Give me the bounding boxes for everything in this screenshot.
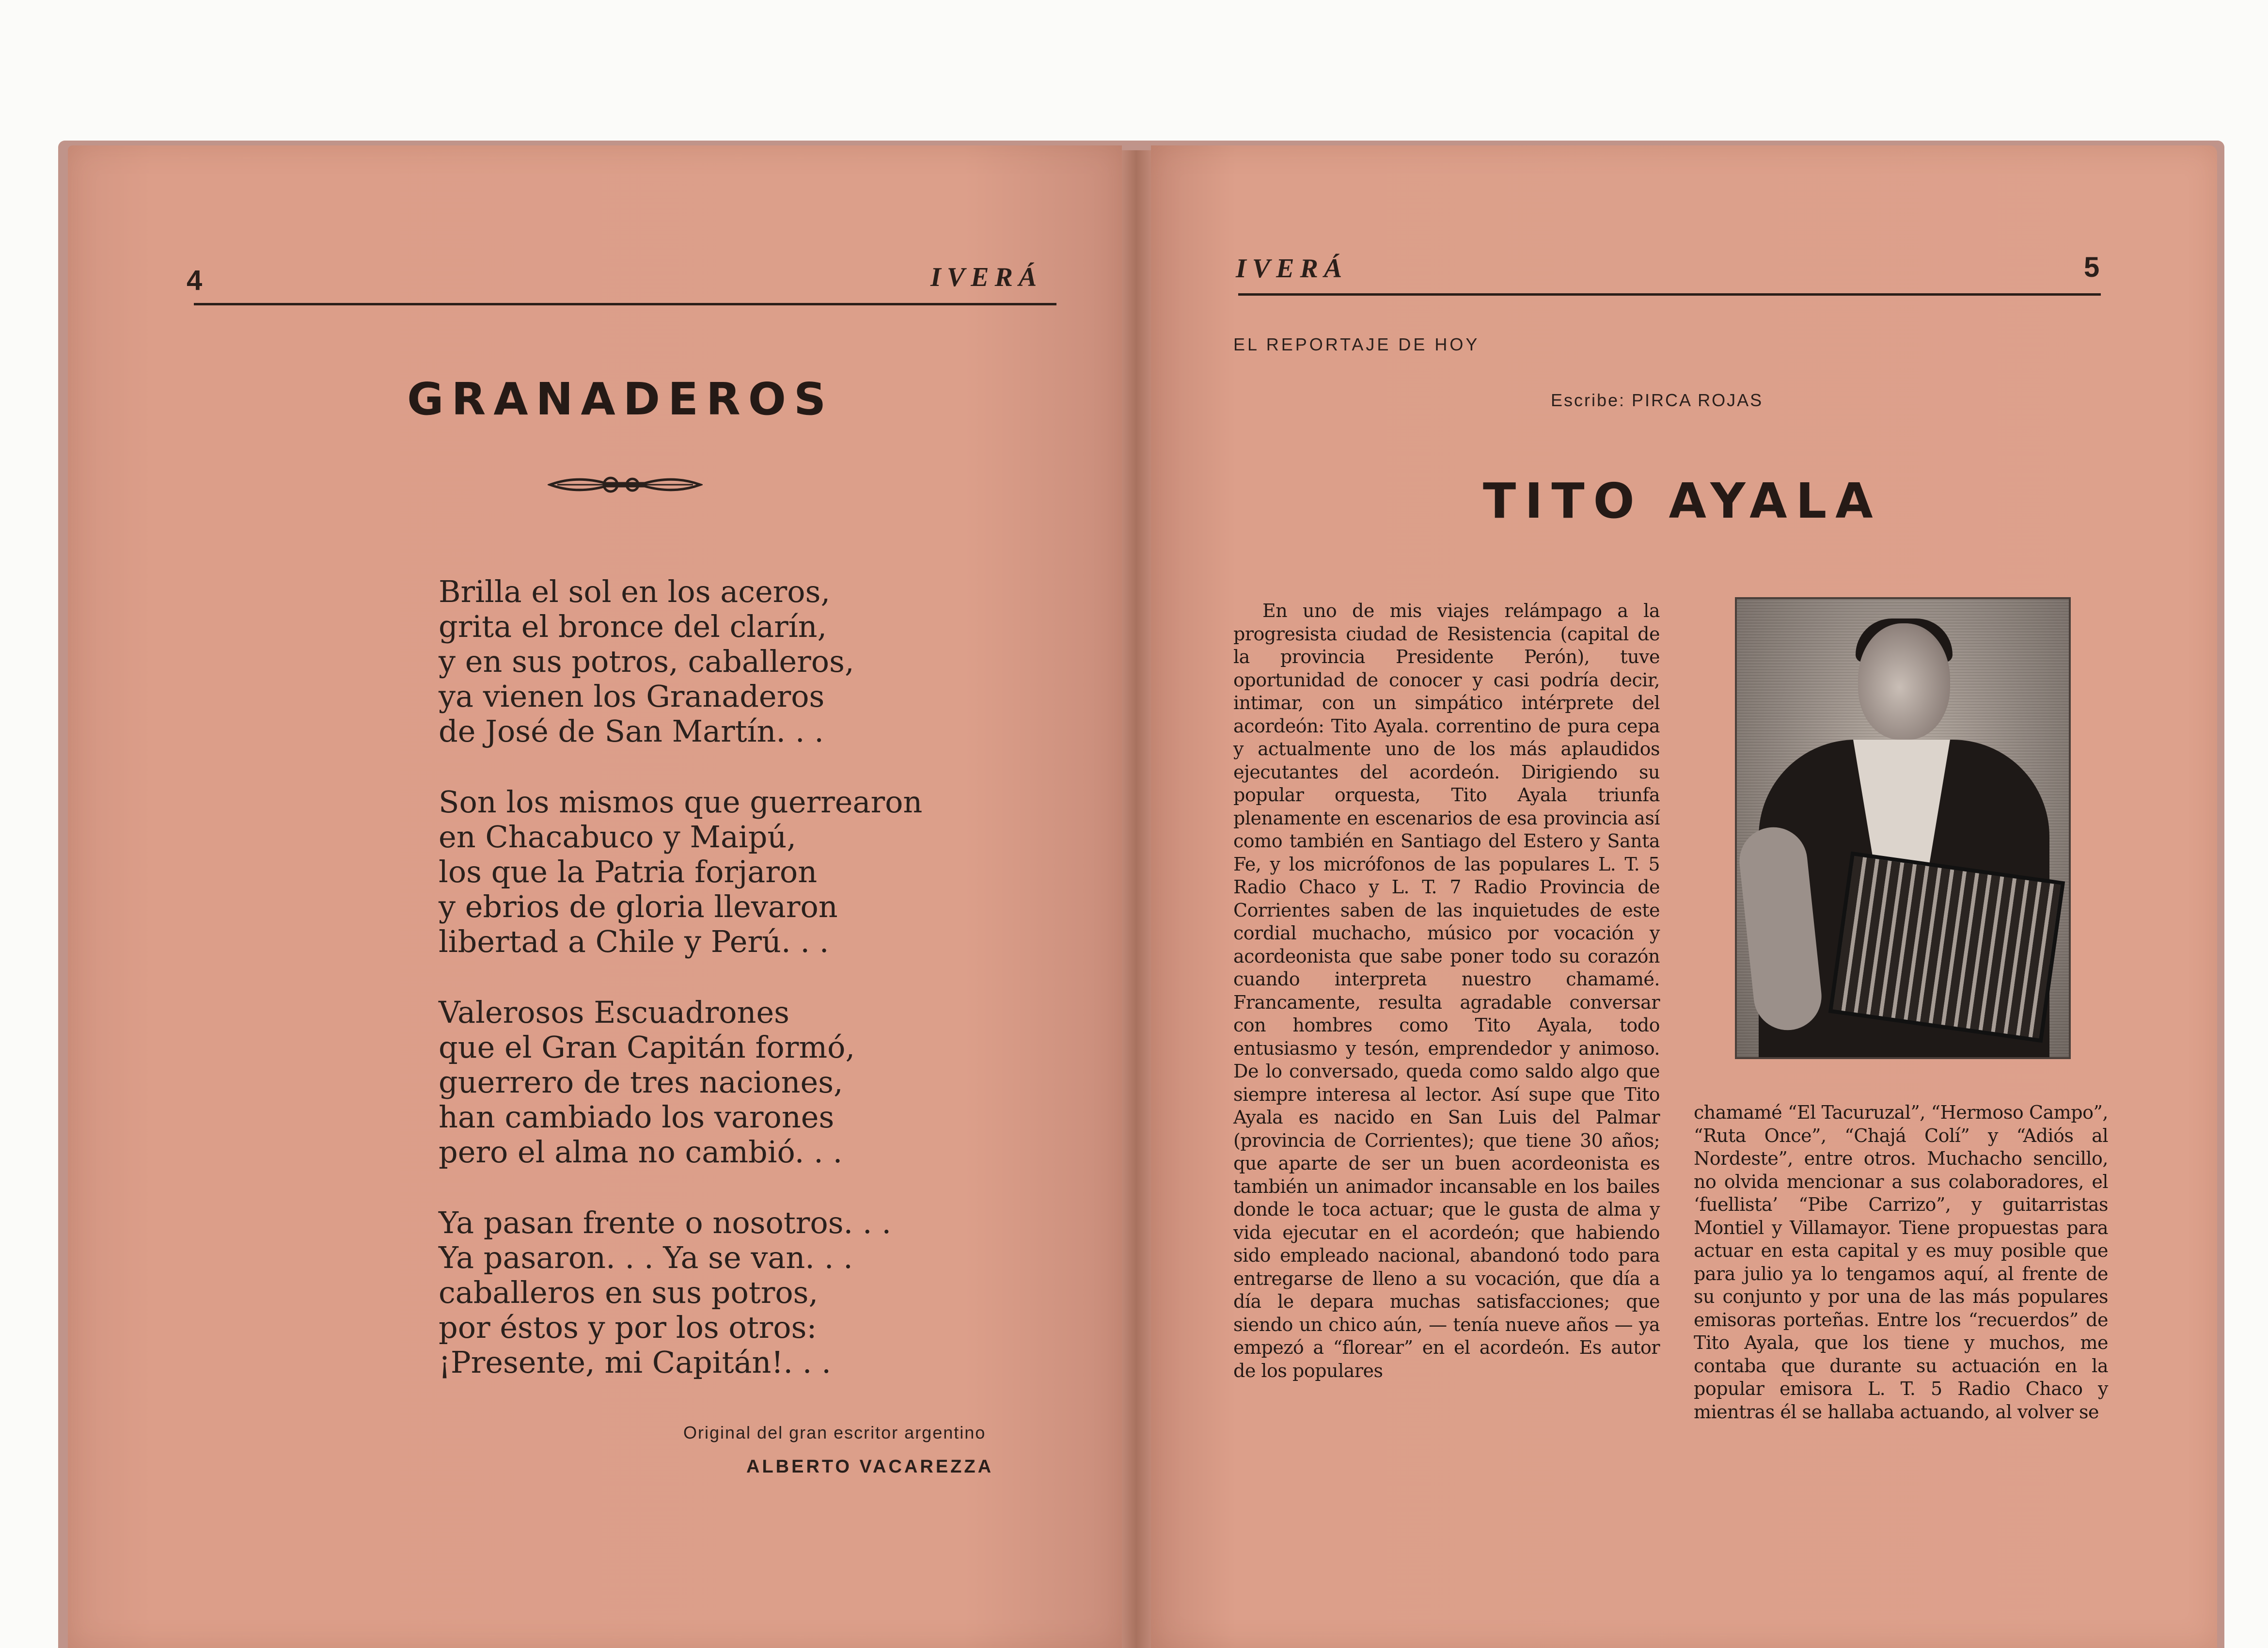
article-title: TITO AYALA xyxy=(1483,473,1882,529)
poem-author: ALBERTO VACAREZZA xyxy=(746,1457,994,1477)
poem-line: Valerosos Escuadrones xyxy=(439,995,789,1030)
poem-stanza-2 xyxy=(439,785,972,959)
page-number-right: 5 xyxy=(2084,252,2100,283)
poem-line: y ebrios de gloria llevaron xyxy=(439,889,838,924)
poem-line: caballeros en sus potros, xyxy=(439,1275,819,1310)
section-label: EL REPORTAJE DE HOY xyxy=(1233,334,1480,354)
poem-body xyxy=(439,574,972,1416)
header-rule-right xyxy=(1238,293,2101,296)
article-byline: Escribe: PIRCA ROJAS xyxy=(1551,390,1764,410)
poem-line: ya vienen los Granaderos xyxy=(439,679,825,714)
running-head-left: IVERÁ xyxy=(930,262,1043,292)
header-rule-left xyxy=(194,303,1056,305)
poem-line: guerrero de tres naciones, xyxy=(439,1064,843,1100)
poem-line: que el Gran Capitán formó, xyxy=(439,1030,855,1065)
poem-line: han cambiado los varones xyxy=(439,1099,835,1135)
poem-line: por éstos y por los otros: xyxy=(439,1310,817,1345)
poem-line: y en sus potros, caballeros, xyxy=(439,644,854,679)
poem-stanza-4 xyxy=(439,1205,972,1380)
poem-line: grita el bronce del clarín, xyxy=(439,609,827,644)
poem-line: los que la Patria forjaron xyxy=(439,854,818,889)
poem-line: Brilla el sol en los aceros, xyxy=(439,574,831,609)
spine-gutter xyxy=(1122,150,1151,1648)
poem-line: ¡Presente, mi Capitán!. . . xyxy=(439,1345,831,1380)
accordion-player-photo-icon xyxy=(1735,597,2071,1059)
page-number-left: 4 xyxy=(187,265,203,296)
poem-line: en Chacabuco y Maipú, xyxy=(439,819,797,855)
article-column-2: chamamé “El Tacuruzal”, “Hermoso Campo”, “Ruta Once”, “Chajá Colí” y “Adiós al Nordeste”, entre otros. Muchacho sencillo, no olvida mencionar a sus colaboradores, el ‘fuellista’ “Pibe Carrizo”, y guitarristas Montiel y Villamayor. Tiene propuestas para actuar en esta capital y es muy posible que para julio ya lo tengamos aquí, al frente de su conjunto y por una de las más populares emisoras porteñas. Entre los “recuerdos” de Tito Ayala, que los tiene y muchos, me contaba que durante su actuación en la popular emisora L. T. 5 Radio Chaco y mientras él se hallaba actuando, al volver se xyxy=(1694,1102,2108,1423)
poem-stanza-3 xyxy=(439,995,972,1170)
poem-stanza-1 xyxy=(439,574,972,749)
poem-line: libertad a Chile y Perú. . . xyxy=(439,924,829,959)
article-column-1: En uno de mis viajes relámpago a la progresista ciudad de Resistencia (capital de la provincia Presidente Perón), tuve oportunidad de conocer y casi podría decir, intimar, con un simpático intérprete del acordeón: Tito Ayala. correntino de pura cepa y actualmente uno de los más aplaudidos ejecutantes del acordeón. Dirigiendo su popular orquesta, Tito Ayala triunfa plenamente en escenarios de esa provincia así como también en Santiago del Estero y Santa Fe, y los micrófonos de las populares L. T. 5 Radio Chaco y L. T. 7 Radio Provincia de Corrientes saben de las inquietudes de este cordial muchacho, músico por vocación y acordeonista que sabe poner todo su corazón cuando interpreta nuestro chamamé. Francamente, resulta agradable conversar con hombres como Tito Ayala, todo entusiasmo y tesón, emprendedor y animoso. De lo conversado, queda como saldo algo que siempre interesa al lector. Así supe que Tito Ayala es nacido en San Luis del Palmar (provincia de Corrientes); que tiene 30 años; que aparte de ser un buen acordeonista es también un animador incansable en los bailes donde le toca actuar; que le gusta de alma y vida ejecutar en el acordeón; que habiendo sido empleado nacional, abandonó todo para entregarse de lleno a su vocación, que día a día le depara muchas satisfacciones; que siendo un chico aún, — tenía nueve años — ya empezó a “florear” en el acordeón. Es autor de los populares xyxy=(1233,600,1660,1381)
poem-line: Ya pasaron. . . Ya se van. . . xyxy=(439,1240,853,1275)
poem-line: Ya pasan frente o nosotros. . . xyxy=(439,1205,892,1240)
poem-line: de José de San Martín. . . xyxy=(439,713,824,749)
running-head-right: IVERÁ xyxy=(1236,254,1348,284)
poem-line: Son los mismos que guerrearon xyxy=(439,784,923,820)
credit-line: Original del gran escritor argentino xyxy=(683,1423,986,1442)
poem-title: GRANADEROS xyxy=(407,373,834,425)
floral-scroll-ornament-icon xyxy=(548,473,703,497)
poem-line: pero el alma no cambió. . . xyxy=(439,1134,843,1170)
